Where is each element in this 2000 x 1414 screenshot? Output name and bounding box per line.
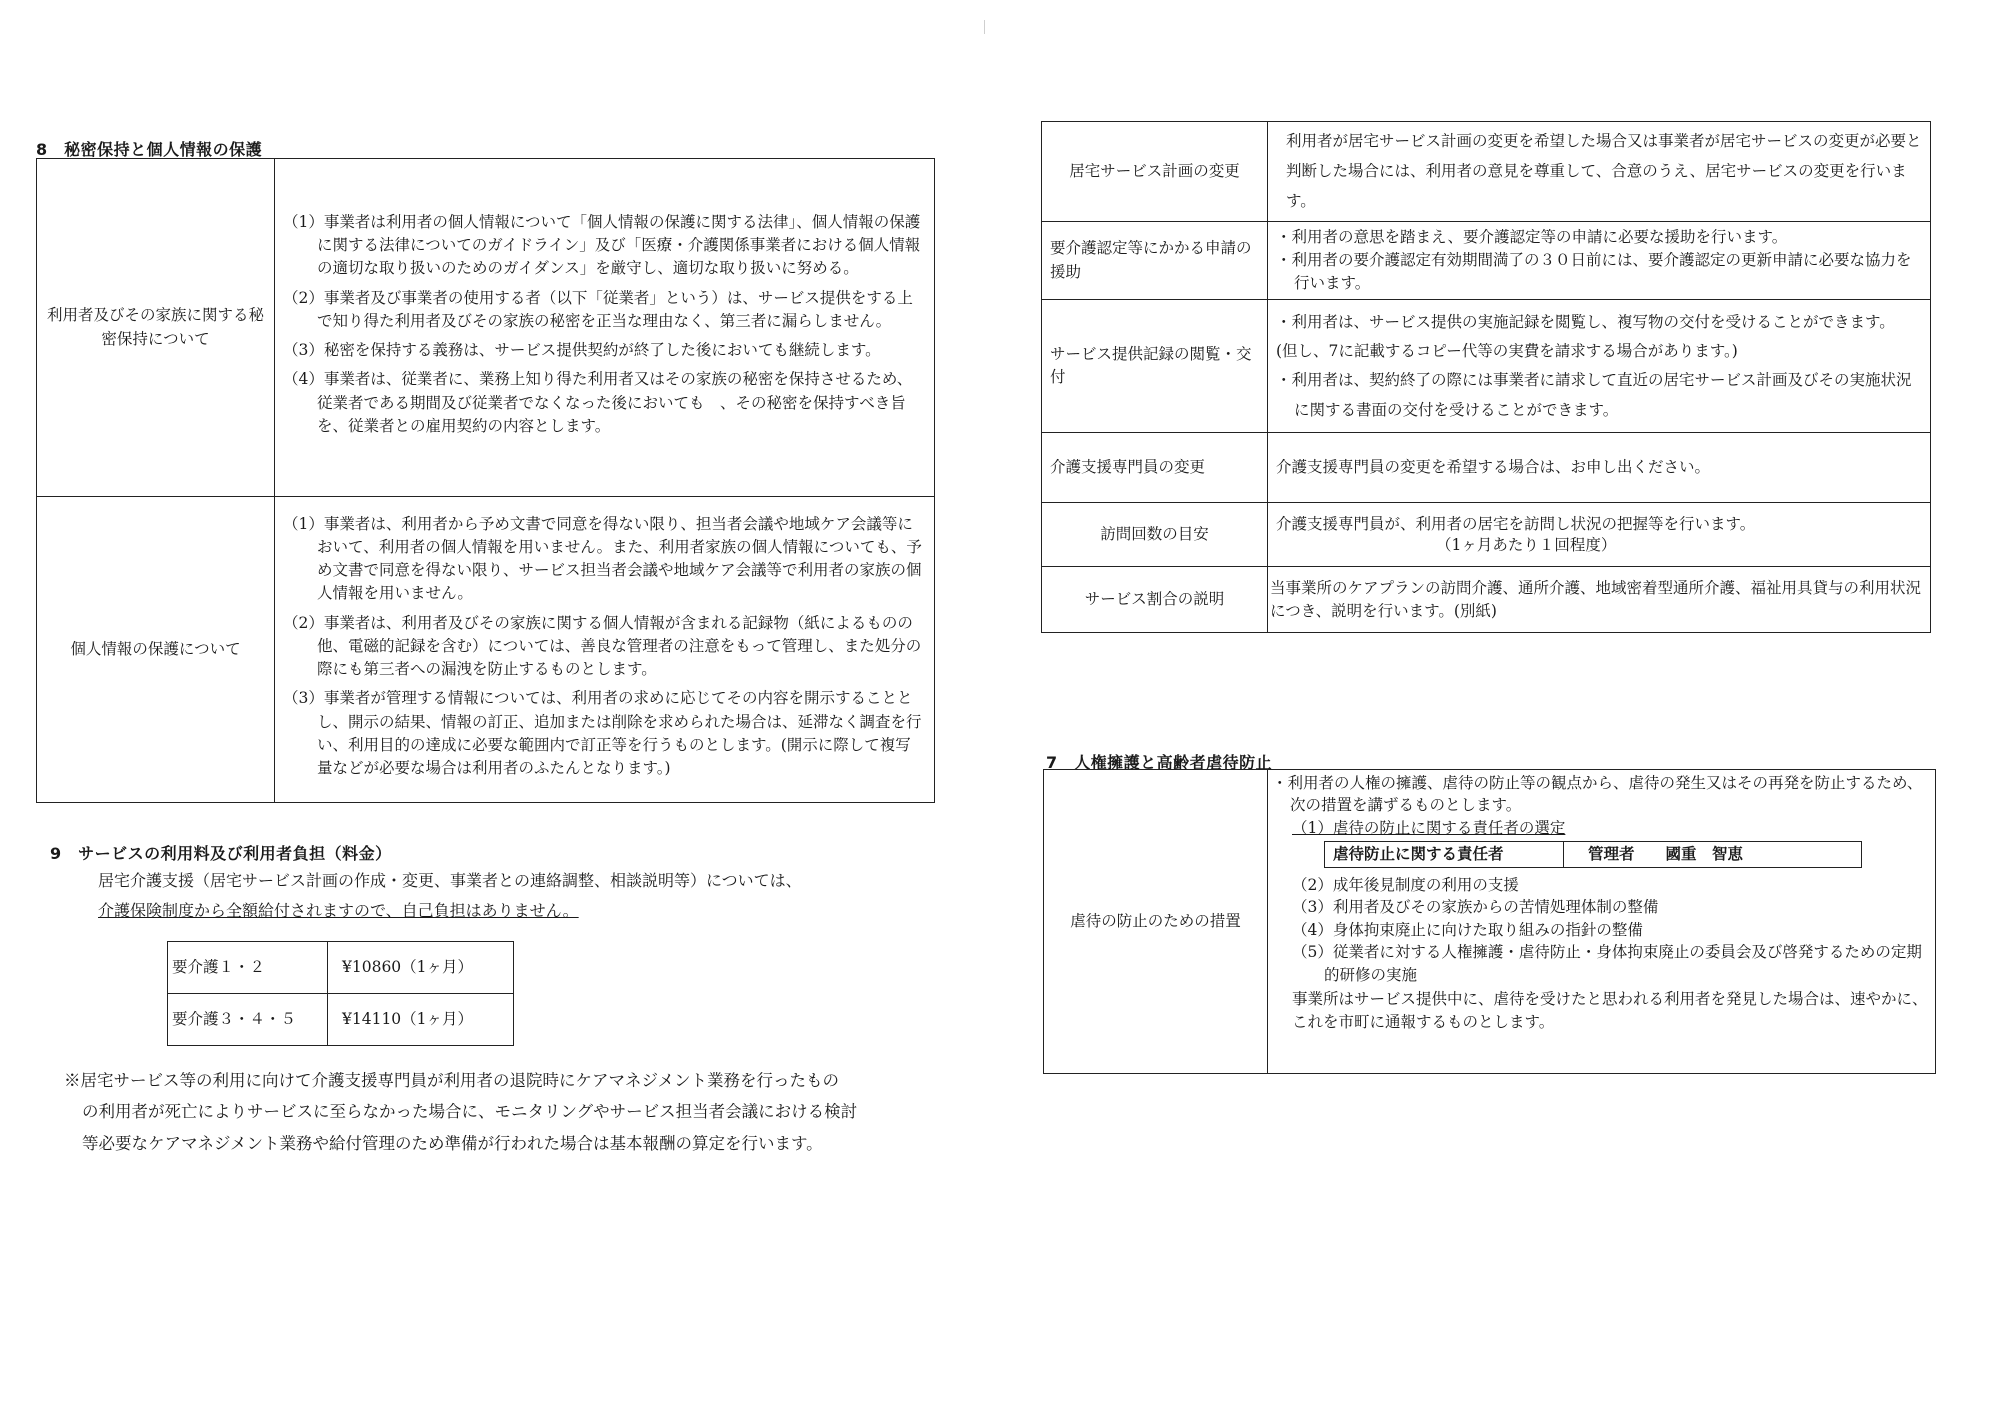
list-item: （2）事業者は、利用者及びその家族に関する個人情報が含まれる記録物（紙によるものの他、電磁的記録を含む）については、善良な管理者の注意をもって管理し、また処分の際にも第三者への漏洩を防止するものとします。: [283, 613, 922, 679]
table-row: [1042, 503, 1931, 567]
list-item: ・利用者の人権の擁護、虐待の防止等の観点から、虐待の発生又はその再発を防止するため、次の措置を講ずるものとします。: [1272, 774, 1923, 815]
list-item: （2）事業者及び事業者の使用する者（以下「従業者」という）は、サービス提供をする上で知り得た利用者及びその家族の秘密を正当な理由なく、第三者に漏らしません。: [283, 288, 913, 330]
table-row: [168, 994, 514, 1046]
closing-text: 事業所はサービス提供中に、虐待を受けたと思われる利用者を発見した場合は、速やかに、これを市町に通報するものとします。: [1292, 990, 1928, 1031]
abuse-prevention-table: [1043, 769, 1936, 1074]
row-label-plan-change: 居宅サービス計画の変更: [1042, 122, 1268, 222]
table-row: [1042, 567, 1931, 633]
list-item: （3）事業者が管理する情報については、利用者の求めに応じてその内容を開示することとし、開示の結果、情報の訂正、追加または削除を求められた場合は、延滞なく調査を行い、利用目的の達成に必要な範囲内で訂正等を行うものとします。(開示に際して複写量などが必要な場合は利用者のふたんとなります。): [283, 689, 922, 778]
list-item: （4）身体拘束廃止に向けた取り組みの指針の整備: [1292, 920, 1643, 939]
note-line: 等必要なケアマネジメント業務や給付管理のため準備が行われた場合は基本報酬の算定を行います。: [82, 1133, 823, 1153]
list-item: ・利用者は、契約終了の際には事業者に請求して直近の居宅サービス計画及びその実施状況に関する書面の交付を受けることができます。: [1276, 371, 1912, 419]
row-label-visit-frequency: 訪問回数の目安: [1042, 503, 1268, 567]
row-content-plan-change: 利用者が居宅サービス計画の変更を希望した場合又は事業者が居宅サービスの変更が必要と判断した場合には、利用者の意見を尊重して、合意のうえ、居宅サービスの変更を行います。: [1268, 122, 1931, 222]
fee-price: ¥10860（1ヶ月）: [328, 942, 514, 994]
row-label-confidentiality: 利用者及びその家族に関する秘密保持について: [37, 159, 275, 497]
fee-table: [167, 941, 514, 1046]
section9-heading: 9 サービスの利用料及び利用者負担（料金）: [50, 844, 392, 863]
page-fold-mark: [984, 20, 985, 34]
list-item: （1）事業者は利用者の個人情報について「個人情報の保護に関する法律」、個人情報の保護に関する法律についてのガイドライン」及び「医療・介護関係事業者における個人情報の適切な取り扱いのためのガイダンス」を厳守し、適切な取り扱いに努める。: [283, 212, 921, 278]
row-label-manager-change: 介護支援専門員の変更: [1042, 433, 1268, 503]
row-label-service-ratio: サービス割合の説明: [1042, 567, 1268, 633]
list-item: （3）秘密を保持する義務は、サービス提供契約が終了した後においても継続します。: [283, 341, 881, 360]
section7-heading: 7 人権擁護と高齢者虐待防止: [1046, 753, 1273, 772]
row-label-application-support: 要介護認定等にかかる申請の援助: [1042, 221, 1268, 300]
responsible-key: 虐待防止に関する責任者: [1325, 842, 1564, 866]
table-row: [37, 497, 935, 803]
list-item: （3）利用者及びその家族からの苦情処理体制の整備: [1292, 898, 1659, 917]
table-row: [1042, 221, 1931, 300]
list-item: （4）事業者は、従業者に、業務上知り得た利用者又はその家族の秘密を保持させるため、従業者である期間及び従業者でなくなった後においても 、その秘密を保持すべき旨を、従業者との雇用契約の内容とします。: [283, 370, 913, 435]
row-content-record-access: [1268, 300, 1931, 433]
responsible-person-box: [1324, 841, 1862, 867]
table-row: [168, 942, 514, 994]
fee-level: 要介護１・２: [168, 942, 328, 994]
list-item: ・利用者の要介護認定有効期間満了の３０日前には、要介護認定の更新申請に必要な協力を行います。: [1276, 250, 1912, 293]
list-item: ・利用者の意思を踏まえ、要介護認定等の申請に必要な援助を行います。: [1276, 227, 1788, 246]
privacy-table: [36, 158, 935, 803]
row-label-record-access: サービス提供記録の閲覧・交付: [1042, 300, 1268, 433]
table-row: [1044, 770, 1936, 1074]
service-table: [1041, 121, 1931, 633]
note-line: ※居宅サービス等の利用に向けて介護支援専門員が利用者の退院時にケアマネジメント業務を行ったもの: [64, 1071, 840, 1090]
fee-price: ¥14110（1ヶ月）: [328, 994, 514, 1046]
section8-heading: 8 秘密保持と個人情報の保護: [36, 140, 263, 159]
responsible-value: 管理者 國重 智恵: [1588, 844, 1744, 864]
list-item: （1）事業者は、利用者から予め文書で同意を得ない限り、担当者会議や地域ケア会議等において、利用者の個人情報を用いません。また、利用者家族の個人情報についても、予め文書で同意を得ない限り、サービス担当者会議や地域ケア会議等で利用者の家族の個人情報を用いません。: [283, 514, 922, 603]
row-content-manager-change: 介護支援専門員の変更を希望する場合は、お申し出ください。: [1268, 433, 1931, 503]
table-row: [1042, 433, 1931, 503]
fee-level: 要介護３・４・５: [168, 994, 328, 1046]
table-row: [1042, 300, 1931, 433]
section9-line1: 居宅介護支援（居宅サービス計画の作成・変更、事業者との連絡調整、相談説明等）については、: [98, 871, 802, 890]
row-content-abuse-prevention: [1268, 770, 1936, 1074]
section9-note: [64, 1065, 857, 1159]
visit-frequency-note: （1ヶ月あたり１回程度）: [1436, 535, 1617, 554]
list-item: （5）従業者に対する人権擁護・虐待防止・身体拘束廃止の委員会及び啓発するための定期的研修の実施: [1292, 943, 1922, 984]
row-content-personal-info: [275, 497, 935, 803]
table-row: [37, 159, 935, 497]
table-row: [1042, 122, 1931, 222]
list-item: ・利用者は、サービス提供の実施記録を閲覧し、複写物の交付を受けることができます。: [1276, 312, 1895, 331]
row-label-abuse-prevention: 虐待の防止のための措置: [1044, 770, 1268, 1074]
section9-line2: 介護保険制度から全額給付されますので、自己負担はありません。: [98, 901, 579, 920]
row-label-personal-info: 個人情報の保護について: [37, 497, 275, 803]
list-item: （1）虐待の防止に関する責任者の選定: [1292, 818, 1566, 837]
list-item: (但し、7に記載するコピー代等の実費を請求する場合があります。): [1276, 341, 1738, 360]
row-content-confidentiality: [275, 159, 935, 497]
list-item: （2）成年後見制度の利用の支援: [1292, 875, 1519, 894]
note-line: の利用者が死亡によりサービスに至らなかった場合に、モニタリングやサービス担当者会議における検討: [82, 1102, 858, 1122]
row-content-application-support: [1268, 221, 1931, 300]
visit-text: 介護支援専門員が、利用者の居宅を訪問し状況の把握等を行います。: [1276, 514, 1756, 533]
row-content-visit-frequency: [1268, 503, 1931, 567]
row-content-service-ratio: 当事業所のケアプランの訪問介護、通所介護、地域密着型通所介護、福祉用具貸与の利用状況につき、説明を行います。(別紙): [1268, 567, 1931, 633]
